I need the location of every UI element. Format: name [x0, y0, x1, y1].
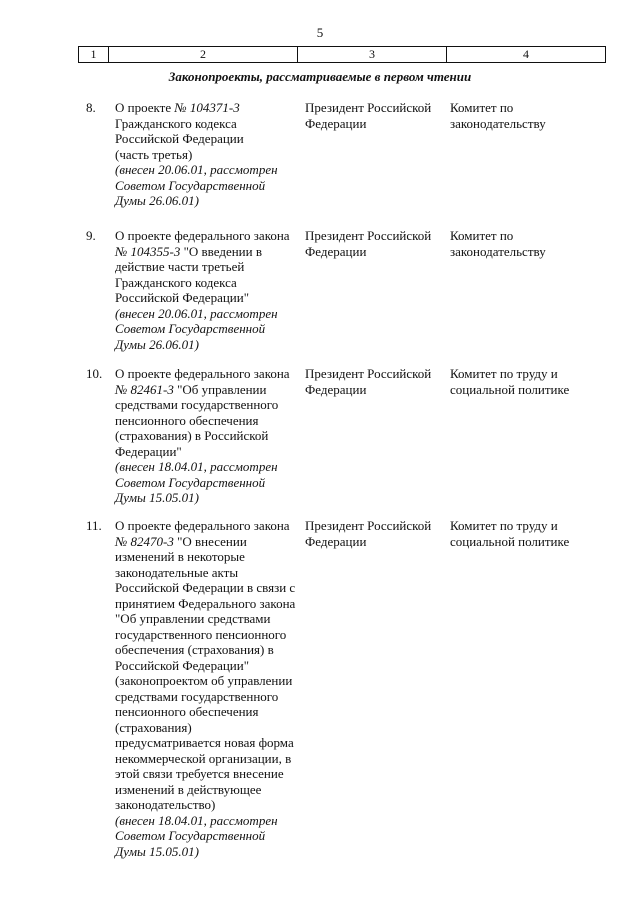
bill-code: № 82461-3 — [115, 381, 174, 397]
bill-author-line: Федерации — [305, 243, 367, 259]
bill-committee — [450, 228, 590, 259]
bill-submission-note: Советом Государственной — [115, 474, 266, 490]
bill-committee-line: законодательству — [450, 115, 546, 131]
bill-committee-line: законодательству — [450, 243, 546, 259]
bill-title-line: Российской Федерации" — [115, 657, 250, 673]
bill-title-line: изменений в некоторые — [115, 549, 245, 564]
bill-author — [305, 518, 445, 549]
column-header-4: 4 — [523, 47, 529, 61]
bill-title-line: пенсионного обеспечения — [115, 412, 259, 428]
section-title: Законопроекты, рассматриваемые в первом чтении — [168, 69, 472, 84]
bill-submission-note: Советом Государственной — [115, 321, 266, 336]
bill-committee-line: Комитет по труду и — [450, 518, 558, 533]
bill-committee-line: социальной политике — [450, 533, 570, 549]
bill-author-line: Президент Российской — [305, 518, 432, 533]
bill-submission-note: (внесен 18.04.01, рассмотрен — [115, 812, 278, 828]
bill-title-line: предусматривается новая форма — [115, 735, 294, 750]
bill-title-line: средствами государственного — [115, 688, 279, 704]
bill-title-line: законодательство) — [115, 797, 216, 812]
bill-title — [115, 228, 300, 352]
bill-author-line: Федерации — [305, 115, 367, 131]
bill-title-line: Федерации" — [115, 443, 182, 459]
bill-title-line — [115, 534, 300, 550]
bill-submission-note: (внесен 20.06.01, рассмотрен — [115, 305, 278, 321]
bill-title-line — [115, 244, 300, 260]
bill-author — [305, 100, 445, 131]
bill-title-rest: "О введении в — [180, 243, 262, 259]
bill-number: 8. — [86, 100, 96, 115]
bill-number: 10. — [86, 366, 103, 381]
bill-title-line: О проекте федерального закона — [115, 228, 290, 243]
bill-title-line — [115, 100, 300, 116]
column-header-3: 3 — [298, 47, 447, 62]
bill-title-line: средствами государственного — [115, 397, 279, 412]
bill-title-line: Российской Федерации" — [115, 290, 250, 305]
bill-author-line: Президент Российской — [305, 366, 432, 381]
bill-submission-note: Думы 15.05.01) — [115, 843, 199, 859]
bill-title-line: Российской Федерации в связи с — [115, 580, 296, 595]
bill-number: 9. — [86, 228, 96, 243]
bill-author-line: Президент Российской — [305, 100, 432, 115]
bill-code: № 104371-3 — [174, 100, 240, 115]
bill-title-line: (страхования) — [115, 719, 192, 735]
bill-submission-note: Думы 26.06.01) — [115, 193, 199, 208]
bill-committee — [450, 366, 590, 397]
bill-title — [115, 366, 300, 506]
bill-committee-line: социальной политике — [450, 381, 570, 397]
bill-title-line: (часть третья) — [115, 146, 193, 162]
bill-submission-note: Советом Государственной — [115, 177, 266, 193]
bill-title-line: обеспечения (страхования) в — [115, 642, 274, 657]
bill-author — [305, 228, 445, 259]
bill-title-line: О проекте федерального закона — [115, 518, 290, 533]
bill-submission-note: Советом Государственной — [115, 828, 266, 843]
bill-number: 11. — [86, 518, 102, 533]
bill-code: № 82470-3 — [115, 533, 174, 549]
bill-code: № 104355-3 — [115, 243, 181, 259]
bill-title-line: этой связи требуется внесение — [115, 766, 284, 781]
bill-title-line: Гражданского кодекса — [115, 115, 237, 131]
bill-author-line: Федерации — [305, 381, 367, 397]
bill-submission-note: Думы 15.05.01) — [115, 490, 199, 505]
page-number: 5 — [316, 25, 324, 40]
bill-title-line: "Об управлении средствами — [115, 611, 271, 626]
bill-committee-line: Комитет по — [450, 100, 514, 115]
bill-title-line: Гражданского кодекса — [115, 274, 237, 290]
bill-title-line: действие части третьей — [115, 259, 245, 274]
bill-submission-note: (внесен 18.04.01, рассмотрен — [115, 459, 278, 474]
column-header-1: 1 — [79, 47, 109, 62]
bill-title-line — [115, 382, 300, 398]
bill-title-line: законодательные акты — [115, 564, 239, 580]
bill-author — [305, 366, 445, 397]
column-header-2: 2 — [109, 47, 298, 62]
bill-title-line: Российской Федерации — [115, 131, 244, 146]
bill-title-rest: "Об управлении — [173, 381, 267, 397]
bill-submission-note: (внесен 20.06.01, рассмотрен — [115, 162, 278, 177]
bill-title-line: пенсионного обеспечения — [115, 704, 259, 719]
bill-title-line: О проекте федерального закона — [115, 366, 290, 381]
bill-committee-line: Комитет по труду и — [450, 366, 558, 381]
bill-author-line: Президент Российской — [305, 228, 432, 243]
bill-title-line: государственного пенсионного — [115, 626, 287, 642]
bill-title — [115, 100, 300, 209]
bill-author-line: Федерации — [305, 533, 367, 549]
bill-title — [115, 518, 300, 859]
bill-title-line: изменений в действующее — [115, 781, 262, 797]
bill-submission-note: Думы 26.06.01) — [115, 336, 199, 352]
bill-title-prefix: О проекте — [115, 100, 175, 115]
bill-committee-line: Комитет по — [450, 228, 514, 243]
bill-title-line: (страхования) в Российской — [115, 428, 269, 443]
bill-title-line: некоммерческой организации, в — [115, 750, 292, 766]
column-header-row — [78, 46, 606, 63]
bill-committee — [450, 518, 590, 549]
bill-title-line: (законопроектом об управлении — [115, 673, 293, 688]
bill-title-rest: "О внесении — [173, 533, 247, 549]
bill-title-line: принятием Федерального закона — [115, 595, 296, 611]
bill-committee — [450, 100, 590, 131]
